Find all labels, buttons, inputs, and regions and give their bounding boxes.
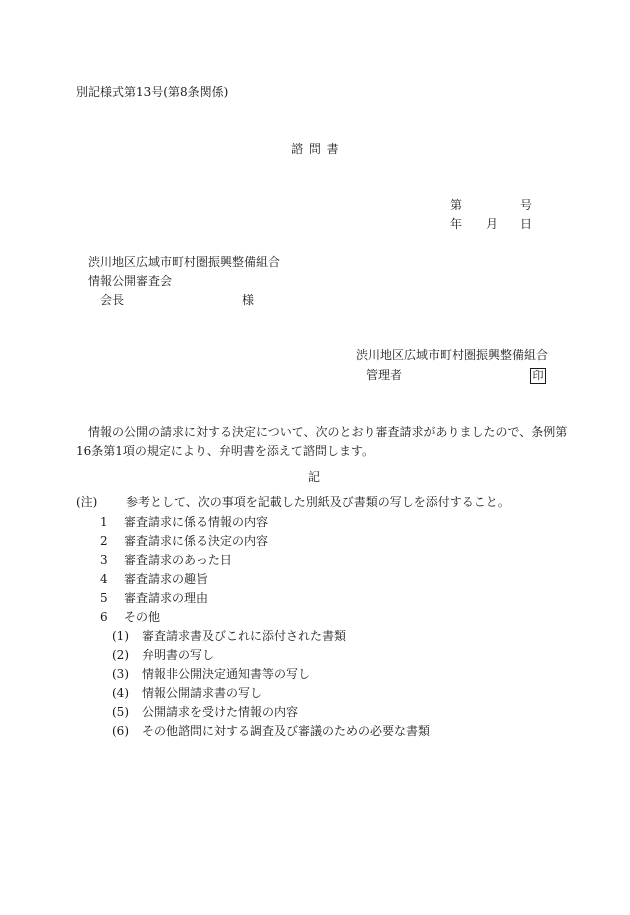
note-subitem-text: 審査請求書及びこれに添付された書類 [142,629,347,643]
note-subitem-number: (2) [112,648,129,662]
note-item-number: 4 [100,572,108,586]
note-subitem-text: 公開請求を受けた情報の内容 [142,705,299,719]
note-item-number: 1 [100,515,108,529]
note-subitem-number: (6) [112,724,129,738]
addressee-chair: 会長 [100,293,125,307]
note-item [100,514,268,530]
note-subitem [112,647,214,663]
note-subitem [112,628,346,644]
note-item [100,590,208,606]
document-title: 諮 問 書 [291,142,340,156]
sender-title: 管理者 [366,368,403,382]
note-item-number: 5 [100,591,108,605]
note-subitem-number: (5) [112,705,129,719]
note-item [100,571,208,587]
note-item-text: 審査請求の理由 [124,591,209,605]
date-hi: 日 [520,217,533,231]
reference-dai: 第 [450,198,463,212]
form-number: 別記様式第13号(第8条関係) [76,85,229,99]
note-item-text: 審査請求に係る情報の内容 [124,515,269,529]
body-line-1: 情報の公開の請求に対する決定について、次のとおり審査請求がありましたので、条例第 [88,425,568,439]
seal-box [530,367,546,384]
note-item-text: 審査請求の趣旨 [124,572,209,586]
note-subitem [112,685,262,701]
note-subitem-number: (1) [112,629,129,643]
note-subitem [112,723,430,739]
seal-mark: 印 [530,368,546,384]
note-item [100,533,268,549]
addressee-honorific: 様 [242,293,255,307]
note-item-text: 審査請求に係る決定の内容 [124,534,269,548]
note-subitem-text: 情報非公開決定通知書等の写し [142,667,311,681]
note-label: (注) [76,495,98,509]
note-item [100,609,160,625]
note-item-number: 2 [100,534,108,548]
note-subitem-number: (3) [112,667,129,681]
date-tsuki: 月 [486,217,499,231]
note-subitem-number: (4) [112,686,129,700]
note-item-number: 6 [100,610,108,624]
addressee-org: 渋川地区広域市町村圏振興整備組合 [88,255,281,269]
note-subitem [112,666,310,682]
ki-mark: 記 [308,470,321,484]
addressee-committee: 情報公開審査会 [88,274,173,288]
date-nen: 年 [450,217,463,231]
note-subitem [112,704,298,720]
note-item-text: その他 [124,610,161,624]
sender-org: 渋川地区広域市町村圏振興整備組合 [356,348,549,362]
note-text: 参考として、次の事項を記載した別紙及び書類の写しを添付すること。 [126,495,510,509]
note-subitem-text: 弁明書の写し [142,648,215,662]
note-subitem-text: その他諮問に対する調査及び審議のための必要な書類 [142,724,431,738]
body-line-2: 16条第1項の規定により、弁明書を添えて諮問します。 [76,444,374,458]
note-item-number: 3 [100,553,108,567]
note-subitem-text: 情報公開請求書の写し [142,686,263,700]
note-item-text: 審査請求のあった日 [124,553,232,567]
reference-gou: 号 [520,198,533,212]
note-item [100,552,232,568]
